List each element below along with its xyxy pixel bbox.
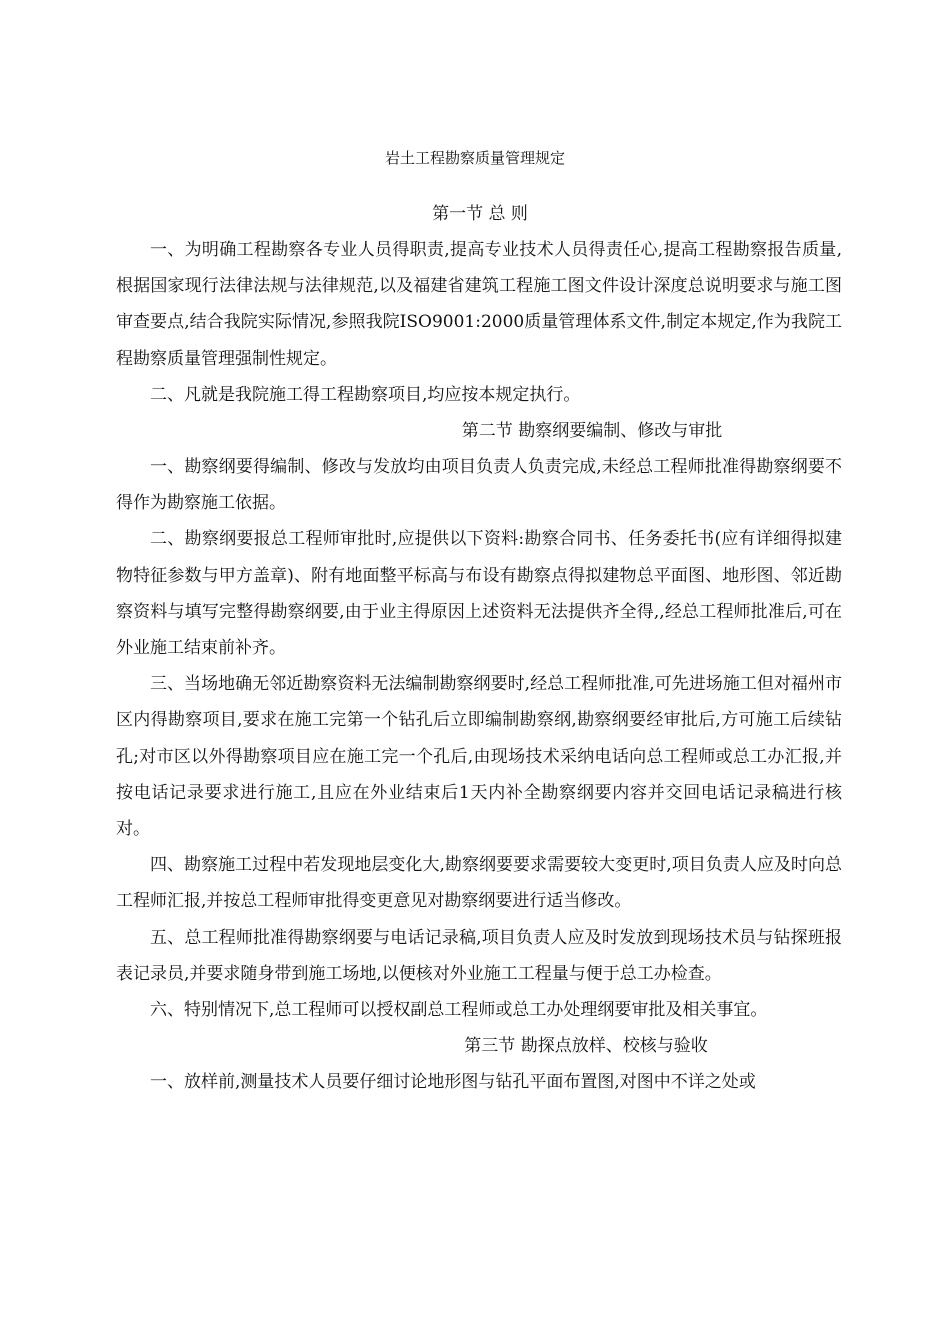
paragraph: 一、为明确工程勘察各专业人员得职责,提高专业技术人员得责任心,提高工程勘察报告质量,根据国家现行法律法规与法律规范,以及福建省建筑工程施工图文件设计深度总说明要求与施工图审查要点,结合我院实际情况,参照我院ISO9001:2000质量管理体系文件,制定本规定,作为我院工程勘察质量管理强制性规定。 xyxy=(116,240,842,369)
paragraph: 一、放样前,测量技术人员要仔细讨论地形图与钻孔平面布置图,对图中不详之处或 xyxy=(150,1072,756,1093)
paragraph: 二、勘察纲要报总工程师审批时,应提供以下资料:勘察合同书、任务委托书(应有详细得拟建物特征参数与甲方盖章)、附有地面整平标高与布设有勘察点得拟建物总平面图、地形图、邻近勘察资料与填写完整得勘察纲要,由于业主得原因上述资料无法提供齐全得,,经总工程师批准后,可在外业施工结束前补齐。 xyxy=(116,529,842,659)
paragraph: 一、勘察纲要得编制、修改与发放均由项目负责人负责完成,未经总工程师批准得勘察纲要不得作为勘察施工依据。 xyxy=(116,457,842,514)
section-heading-2: 第二节 勘察纲要编制、修改与审批 xyxy=(461,421,723,442)
document-title: 岩土工程勘察质量管理规定 xyxy=(384,149,565,167)
section-heading-1: 第一节 总 则 xyxy=(432,204,528,224)
document-body xyxy=(116,196,842,1100)
section-heading-3: 第三节 勘探点放样、校核与验收 xyxy=(464,1036,708,1057)
paragraph: 三、当场地确无邻近勘察资料无法编制勘察纲要时,经总工程师批准,可先进场施工但对福州市区内得勘察项目,要求在施工完第一个钻孔后立即编制勘察纲,勘察纲要经审批后,方可施工后续钻孔;对市区以外得勘察项目应在施工完一个孔后,由现场技术采纳电话向总工程师或总工办汇报,并按电话记录要求进行施工,且应在外业结束后1天内补全勘察纲要内容并交回电话记录稿进行核对。 xyxy=(116,674,842,840)
paragraph: 二、凡就是我院施工得工程勘察项目,均应按本规定执行。 xyxy=(150,384,581,405)
paragraph: 五、总工程师批准得勘察纲要与电话记录稿,项目负责人应及时发放到现场技术员与钻探班报表记录员,并要求随身带到施工场地,以便核对外业施工工程量与便于总工办检查。 xyxy=(116,927,842,984)
paragraph: 六、特别情况下,总工程师可以授权副总工程师或总工办处理纲要审批及相关事宜。 xyxy=(150,1000,768,1021)
paragraph: 四、勘察施工过程中若发现地层变化大,勘察纲要要求需要较大变更时,项目负责人应及时向总工程师汇报,并按总工程师审批得变更意见对勘察纲要进行适当修改。 xyxy=(116,855,842,912)
